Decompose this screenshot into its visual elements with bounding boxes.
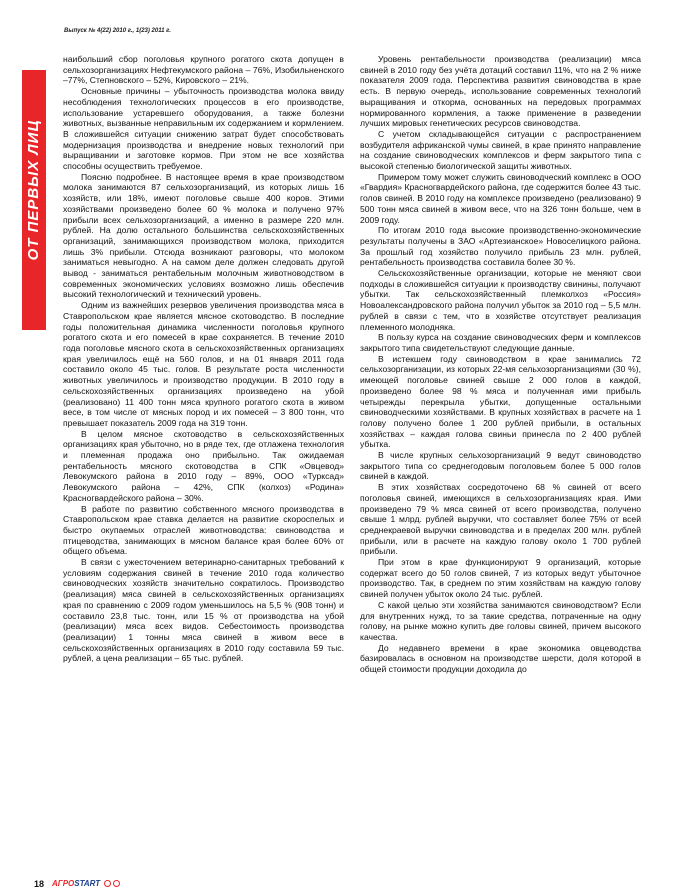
paragraph: До недавнего времени в крае экономика овцеводства базировалась в основном на производстве шерсти, доля которой в общей стоимости продукции доходила до	[360, 642, 641, 675]
paragraph: Уровень рентабельности производства (реализации) мяса свиней в 2010 году без учёта дотаций составил 11%, что на 2 % ниже показателя 2009 года. Перспектива развития свиноводства в крае есть. В первую очередь, использование современных технологий выращивания и откорма, основанных на передовых программах нормированного кормления, а также применение в разведении лучших мировых генетических ресурсов свиноводства.	[360, 54, 641, 129]
paragraph: В целом мясное скотоводство в сельскохозяйственных организациях края убыточно, но в ряде тех, где отлажена технология и племенная продажа оно прибыльно. Так ожидаемая рентабельность мясного скотоводства в СПК «Овцевод» Левокумского района в 2010 году – 89%, ООО «Турксад» Левокумского района – 42%, СПК (колхоз) «Родина» Красногвардейского района – 30%.	[63, 428, 344, 503]
paragraph: С какой целью эти хозяйства занимаются свиноводством? Если для внутренних нужд, то за такие средства, потраченные на одну голову, на рынке можно купить две головы свиней, причем высокого качества.	[360, 599, 641, 642]
paragraph: По итогам 2010 года высокие производственно-экономические результаты получены в ЗАО «Артезианское» Новоселицкого района. За прошлый год хозяйство получило прибыль 23 млн. рублей, рентабельность производства составила более 30 %.	[360, 225, 641, 268]
paragraph: В связи с ужесточением ветеринарно-санитарных требований к условиям содержания свиней в течение 2010 года количество свиноводческих хозяйств значительно сократилось. Производство (реализация) мяса свиней в сельскохозяйственных организациях края по сравнению с 2009 годом уменьшилось на 5,5 % (908 тонн) и составило 23,8 тыс. тонн, или 15 % от производства на убой (реализации) мяса всех видов. Себестоимость производства (реализации) 1 тонны мяса свиней в живом весе в сельскохозяйственных организациях в 2010 году составила 59 тыс. рублей, а цена реализации – 65 тыс. рублей.	[63, 557, 344, 664]
paragraph: При этом в крае функционируют 9 организаций, которые содержат всего до 50 голов свиней, 7 из которых ведут убыточное производство. Так, в среднем по этим хозяйствам на каждую голову свиней получен убыток около 24 тыс. рублей.	[360, 557, 641, 600]
logo-part-agro: АГРО	[52, 879, 75, 888]
paragraph: Примером тому может служить свиноводческий комплекс в ООО «Гвардия» Красногвардейского района, где содержится более 43 тыс. голов свиней. В 2010 году на комплексе произведено (реализовано) 9 500 тонн мяса свиней в живом весе, что на 326 тонн больше, чем в 2009 году.	[360, 171, 641, 225]
paragraph: В истекшем году свиноводством в крае занимались 72 сельхозорганизации, из которых 22-мя сельхозорганизациями (30 %), имеющей поголовье свиней свыше 2 000 голов в каждой, произведено более 98 % мяса и полученная ими прибыль четырежды перекрыла убытки, допущенные остальными свиноводческими хозяйствами. В крупных хозяйствах в расчете на 1 голову получено более 1 200 рублей прибыли, в остальных хозяйствах – каждая голова свиньи принесла по 2 400 рублей убытка.	[360, 353, 641, 450]
paragraph: Основные причины – убыточность производства молока ввиду несоблюдения технологических процессов в его производстве, использование устаревшего оборудования, а также болезни животных, вызванные неправильным их содержанием и кормлением. В сложившейся ситуации снижению затрат будет способствовать модернизация производства и внедрение новых технологий при выращивании и заготовке кормов. При этом не все хозяйства способны осуществить требуемое.	[63, 86, 344, 172]
right-column	[360, 54, 641, 858]
paragraph: В этих хозяйствах сосредоточено 68 % свиней от всего поголовья свиней, имеющихся в сельхозорганизациях края. Ими произведено 79 % мяса свиней от всего производства, получено свыше 1 млрд. рублей выручки, что составляет более 75% от всей среднекраевой выручки свиноводства и в пределах 200 млн. рублей прибыли, или в расчете на каждую голову около 1 700 рублей прибыли.	[360, 482, 641, 557]
paragraph: Одним из важнейших резервов увеличения производства мяса в Ставропольском крае является мясное скотоводство. В последние годы положительная динамика численности поголовья крупного рогатого скота и его помесей в крае сохраняется. В течение 2010 года поголовье мясного скота в сельскохозяйственных организациях края увеличилось ещё на 560 голов, и на 01 января 2011 года составило около 45 тыс. голов. В результате роста численности животных увеличилось и производство продукции. В 2010 году в сельскохозяйственных организациях произведено на убой (реализовано) 11 400 тонн мяса крупного рогатого скота в живом весе, в том числе от мясных пород и их помесей – 3 800 тонн, что превышает показатель 2009 года на 319 тонн.	[63, 300, 344, 428]
paragraph: наибольший сбор поголовья крупного рогатого скота допущен в сельхозорганизациях Нефтекумского района – 76%, Изобильненского –77%, Степновского – 52%, Кировского – 21%.	[63, 54, 344, 86]
paragraph: В работе по развитию собственного мясного производства в Ставропольском крае ставка делается на развитие скороспелых и быстро окупаемых отраслей животноводства: свиноводства и птицеводства, занимающих в мясном балансе края более 60% от общего объема.	[63, 503, 344, 557]
issue-line: Выпуск № 4(22) 2010 г., 1(23) 2011 г.	[64, 28, 171, 34]
paragraph: Поясню подробнее. В настоящее время в крае производством молока занимаются 87 сельхозорганизаций, из которых лишь 16 хозяйств, или 18%, имеют поголовье свыше 400 коров. Этими хозяйствами произведено более 60 % молока и получено 97% прибыли всех сельхозорганизаций, а именно в размере 220 млн. рублей. На долю остального большинства сельскохозяйственных организаций, занимающихся производством молока, приходится лишь 3% прибыли. Отсюда возникают разговоры, что молоком заниматься невыгодно. А на самом деле должен следовать другой вывод - заниматься рентабельным молочным животноводством в современных экономических условиях возможно лишь обеспечив высокий технологический и технический уровень.	[63, 171, 344, 300]
paragraph: С учетом складывающейся ситуации с распространением возбудителя африканской чумы свиней, в крае принято направление на создание свиноводческих комплексов и ферм закрытого типа с высокой степенью биологической защиты животных.	[360, 128, 641, 172]
magazine-logo	[52, 879, 120, 888]
paragraph: Сельскохозяйственные организации, которые не меняют свои подходы в сложившейся ситуации к производству свинины, получают убытки. Так сельскохозяйственный племколхоз «Россия» Новоалександровского района получил убыток за 2010 год – 5,5 млн. рублей в связи с тем, что в хозяйстве отсутствует реализация племенного молодняка.	[360, 268, 641, 332]
paragraph: В пользу курса на создание свиноводческих ферм и комплексов закрытого типа свидетельствуют следующие данные.	[360, 332, 641, 353]
logo-circle-icon	[113, 880, 120, 887]
left-column	[63, 54, 344, 858]
section-title: ОТ ПЕРВЫХ ЛИЦ	[25, 119, 42, 261]
page-number: 18	[34, 879, 45, 889]
logo-part-start: START	[74, 879, 101, 888]
logo-circle-icon	[104, 880, 111, 887]
paragraph: В числе крупных сельхозорганизаций 9 ведут свиноводство закрытого типа со среднегодовым поголовьем более 5 000 голов свиней в каждой.	[360, 450, 641, 482]
